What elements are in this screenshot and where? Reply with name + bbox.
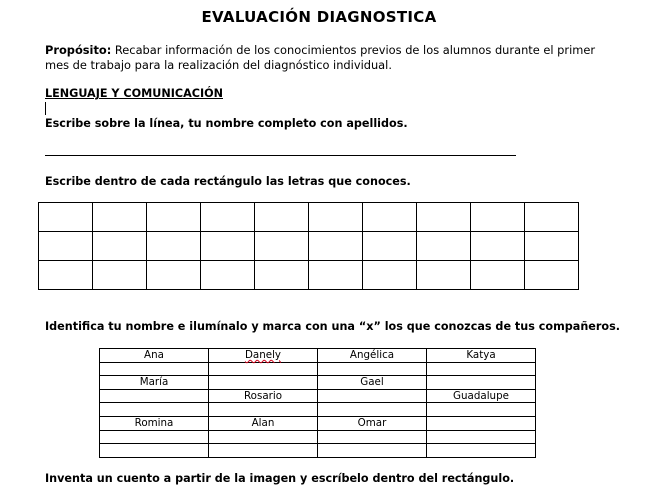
name-cell[interactable] — [100, 403, 209, 417]
letter-cell[interactable] — [363, 232, 417, 261]
name-cell[interactable] — [209, 362, 318, 376]
letter-cell[interactable] — [39, 232, 93, 261]
letters-grid-row — [39, 203, 579, 232]
letter-cell[interactable] — [147, 261, 201, 290]
letter-cell[interactable] — [201, 203, 255, 232]
purpose-paragraph — [45, 43, 605, 73]
letter-cell[interactable] — [471, 261, 525, 290]
letters-grid-row — [39, 232, 579, 261]
letter-cell[interactable] — [147, 232, 201, 261]
purpose-label: Propósito: — [45, 43, 112, 57]
names-table-row — [100, 376, 536, 390]
name-cell[interactable] — [427, 430, 536, 444]
name-cell[interactable] — [209, 403, 318, 417]
letters-grid-row — [39, 261, 579, 290]
name-cell[interactable] — [209, 444, 318, 458]
letter-cell[interactable] — [39, 261, 93, 290]
letter-cell[interactable] — [201, 261, 255, 290]
names-table-row — [100, 362, 536, 376]
letter-cell[interactable] — [255, 203, 309, 232]
name-cell[interactable]: Katya — [427, 349, 536, 363]
letter-cell[interactable] — [525, 261, 579, 290]
letter-cell[interactable] — [309, 261, 363, 290]
letter-cell[interactable] — [417, 232, 471, 261]
name-cell[interactable] — [100, 430, 209, 444]
name-cell[interactable]: Angélica — [318, 349, 427, 363]
name-answer-line[interactable] — [45, 155, 516, 156]
names-table-row — [100, 416, 536, 430]
name-cell[interactable] — [100, 444, 209, 458]
name-cell[interactable] — [427, 416, 536, 430]
name-cell[interactable] — [318, 362, 427, 376]
name-cell[interactable] — [427, 444, 536, 458]
name-cell[interactable] — [100, 362, 209, 376]
name-cell[interactable]: Gael — [318, 376, 427, 390]
name-cell[interactable] — [427, 376, 536, 390]
name-cell[interactable]: Danely — [209, 349, 318, 363]
name-cell[interactable] — [427, 403, 536, 417]
letter-cell[interactable] — [93, 232, 147, 261]
letter-cell[interactable] — [39, 203, 93, 232]
name-cell[interactable]: Romina — [100, 416, 209, 430]
text-cursor — [45, 102, 46, 115]
letter-cell[interactable] — [471, 203, 525, 232]
letter-cell[interactable] — [525, 203, 579, 232]
letter-cell[interactable] — [255, 232, 309, 261]
name-cell[interactable] — [318, 430, 427, 444]
letter-cell[interactable] — [363, 261, 417, 290]
name-cell[interactable]: Rosario — [209, 389, 318, 403]
letter-cell[interactable] — [363, 203, 417, 232]
letter-cell[interactable] — [309, 232, 363, 261]
names-table-row — [100, 349, 536, 363]
names-table — [99, 348, 536, 458]
letter-cell[interactable] — [417, 203, 471, 232]
names-table-row — [100, 389, 536, 403]
letter-cell[interactable] — [201, 232, 255, 261]
letter-cell[interactable] — [147, 203, 201, 232]
letter-cell[interactable] — [417, 261, 471, 290]
instruction-identify: Identifica tu nombre e ilumínalo y marca con una “x” los que conozcas de tus compañeros. — [45, 320, 620, 333]
name-cell[interactable]: Omar — [318, 416, 427, 430]
letter-cell[interactable] — [471, 232, 525, 261]
instruction-story: Inventa un cuento a partir de la imagen y escríbelo dentro del rectángulo. — [45, 472, 515, 485]
document-title: EVALUACIÓN DIAGNOSTICA — [201, 8, 437, 26]
instruction-letters: Escribe dentro de cada rectángulo las letras que conoces. — [45, 175, 411, 188]
letter-cell[interactable] — [255, 261, 309, 290]
letters-grid — [38, 202, 579, 290]
letter-cell[interactable] — [309, 203, 363, 232]
letter-cell[interactable] — [93, 261, 147, 290]
instruction-name: Escribe sobre la línea, tu nombre completo con apellidos. — [45, 117, 408, 130]
section-title: LENGUAJE Y COMUNICACIÓN — [45, 87, 223, 100]
name-cell[interactable] — [100, 389, 209, 403]
name-cell[interactable] — [318, 403, 427, 417]
purpose-text: Recabar información de los conocimientos previos de los alumnos durante el primer mes de trabajo para la realización del diagnóstico individual. — [45, 43, 596, 72]
name-cell[interactable] — [318, 389, 427, 403]
names-table-row — [100, 403, 536, 417]
name-cell[interactable]: Ana — [100, 349, 209, 363]
name-cell[interactable] — [427, 362, 536, 376]
name-cell[interactable] — [318, 444, 427, 458]
names-table-row — [100, 430, 536, 444]
letter-cell[interactable] — [93, 203, 147, 232]
name-cell[interactable] — [209, 430, 318, 444]
letter-cell[interactable] — [525, 232, 579, 261]
name-cell[interactable]: Alan — [209, 416, 318, 430]
name-cell[interactable]: Guadalupe — [427, 389, 536, 403]
name-cell[interactable] — [209, 376, 318, 390]
name-cell[interactable]: María — [100, 376, 209, 390]
names-table-row — [100, 444, 536, 458]
